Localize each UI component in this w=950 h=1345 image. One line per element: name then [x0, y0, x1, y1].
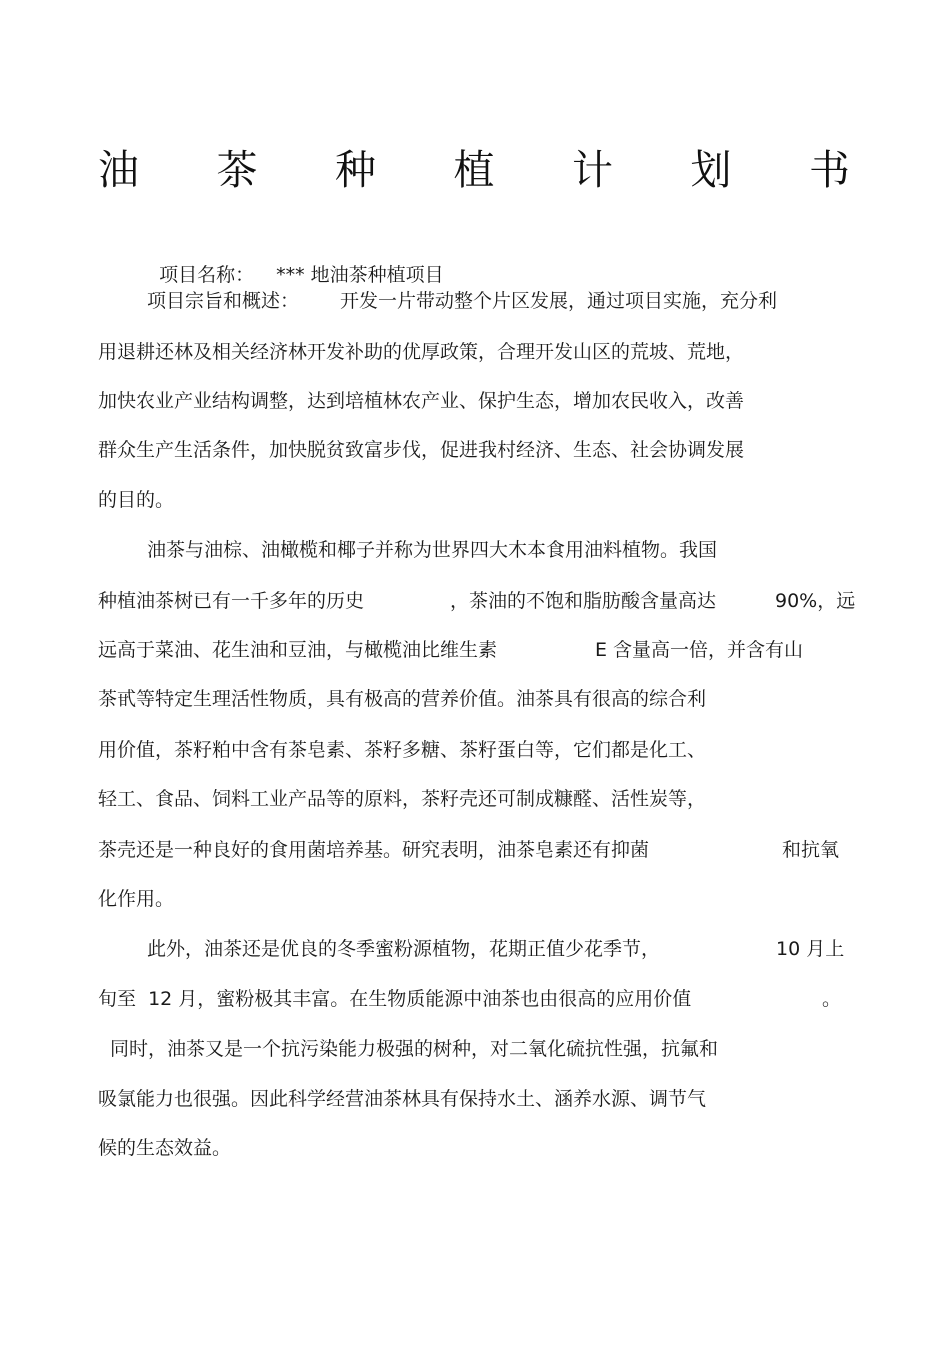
para1-line: 群众生产生活条件，加快脱贫致富步伐，促进我村经济、生态、社会协调发展: [98, 439, 745, 461]
para3-line-fragment: 。: [822, 988, 842, 1010]
para2-line: 用价值，茶籽粕中含有茶皂素、茶籽多糖、茶籽蛋白等，它们都是化工、: [98, 739, 707, 761]
para2-line-fragment: E 含量高一倍，并含有山: [595, 639, 804, 661]
project-name-value: *** 地油茶种植项目: [276, 264, 444, 286]
para2-line: 化作用。: [98, 888, 175, 910]
title-char: 茶: [216, 146, 258, 194]
para2-line-fragment: 90%，远: [775, 590, 856, 612]
para2-line: 轻工、食品、饲料工业产品等的原料，茶籽壳还可制成糠醛、活性炭等，: [98, 788, 707, 810]
para2-line: 茶壳还是一种良好的食用菌培养基。研究表明，油茶皂素还有抑菌: [98, 839, 650, 861]
para2-line-fragment: ，茶油的不饱和脂肪酸含量高达: [450, 590, 717, 612]
para3-line: 此外，油茶还是优良的冬季蜜粉源植物，花期正值少花季节，: [147, 938, 661, 960]
document-title: [98, 146, 850, 194]
title-char: 种: [335, 146, 376, 194]
para1-line: 用退耕还林及相关经济林开发补助的优厚政策，合理开发山区的荒坡、荒地，: [98, 341, 745, 363]
title-char: 划: [690, 146, 732, 194]
para3-line-fragment: 10 月上: [776, 938, 845, 960]
para2-line: 远高于菜油、花生油和豆油，与橄榄油比维生素: [98, 639, 498, 661]
project-name-line: [147, 239, 444, 287]
para1-line: 开发一片带动整个片区发展，通过项目实施，充分利: [340, 290, 778, 312]
para3-line: 吸氯能力也很强。因此科学经营油茶林具有保持水土、涵养水源、调节气: [98, 1088, 707, 1110]
para2-line-fragment: 和抗氧: [782, 839, 840, 861]
title-char: 书: [809, 146, 850, 194]
para2-line: 油茶与油棕、油橄榄和椰子并称为世界四大木本食用油料植物。我国: [147, 539, 718, 561]
title-char: 植: [453, 146, 495, 194]
para3-line: 候的生态效益。: [98, 1137, 232, 1159]
title-char: 计: [572, 146, 613, 194]
para2-line: 茶甙等特定生理活性物质，具有极高的营养价值。油茶具有很高的综合利: [98, 688, 707, 710]
project-name-label: 项目名称：: [159, 264, 255, 286]
para3-line: 同时，油茶又是一个抗污染能力极强的树种，对二氧化硫抗性强，抗氟和: [110, 1038, 719, 1060]
para1-line: 的目的。: [98, 489, 175, 511]
para2-line: 种植油茶树已有一千多年的历史: [98, 590, 365, 612]
para1-line: 加快农业产业结构调整，达到培植林农产业、保护生态，增加农民收入，改善: [98, 390, 745, 412]
para3-line: 旬至 12 月，蜜粉极其丰富。在生物质能源中油茶也由很高的应用价值: [98, 988, 692, 1010]
title-char: 油: [98, 146, 139, 194]
para1-lead: 项目宗旨和概述：: [147, 290, 300, 312]
